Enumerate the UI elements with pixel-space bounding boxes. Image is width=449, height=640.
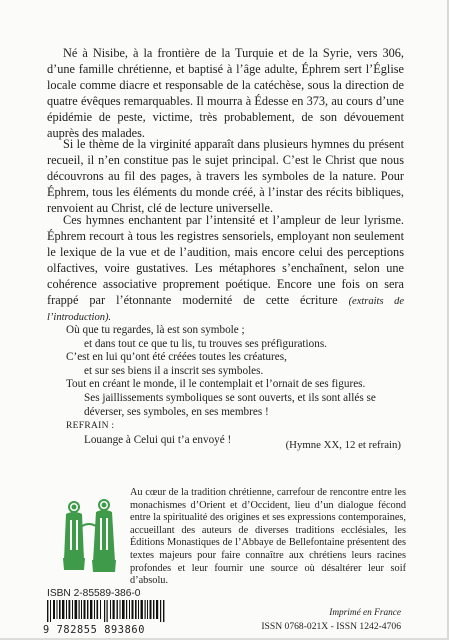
- monk-figures-logo: [60, 496, 120, 574]
- poem-line: Tout en créant le monde, il le contemplait et l’ornait de ses figures.: [66, 378, 366, 391]
- hymn-excerpt: [66, 324, 406, 447]
- collection-description: Au cœur de la tradition chrétienne, carrefour de rencontre entre les monachismes d’Orient et d’Occident, lieu d’un dialogue fécond entre la spiritualité des origines et ses expressions contemporaines, accueillant des auteurs de diverses traditions ecclésiales, les Éditions Monastiques de l’Abbaye de Bellefontaine présentent des textes majeurs pour faire connaître aux chrétiens leurs racines profondes et leur fournir une source où désaltérer leur soif d’absolu.: [130, 487, 406, 587]
- poem-line: déverser, ses symboles, en ses membres !: [84, 405, 269, 418]
- barcode-number: 9 782855 893860: [43, 624, 145, 636]
- poem-line: et dans tout ce que tu lis, tu trouves ses préfigurations.: [84, 337, 327, 350]
- bio-paragraph-1: Né à Nisibe, à la frontière de la Turquie et de la Syrie, vers 306, d’une famille chrétienne, et baptisé à l’âge adulte, Éphrem sert l’Église locale comme diacre et responsable de la catéchèse, sous la direction de quatre évêques remarquables. Il mourra à Édesse en 373, au cours d’une épidémie de peste, victime, très probablement, de son dévouement auprès des malades.: [47, 46, 404, 140]
- isbn: ISBN 2-85589-386-0: [47, 588, 141, 599]
- introduction-note: (extraits de l’introduction).: [47, 295, 405, 324]
- bio-paragraph-3: [47, 213, 404, 326]
- poem-line: Ses jaillissements symboliques se sont ouverts, et ils sont allés se: [84, 391, 376, 404]
- issn: ISSN 0768-021X - ISSN 1242-4706: [261, 621, 401, 632]
- poem-line: C’est en lui qu’ont été créées toutes les créatures,: [66, 351, 287, 364]
- poem-line: Où que tu regardes, là est son symbole ;: [66, 324, 245, 336]
- poem-line: et sur ses biens il a inscrit ses symboles.: [84, 364, 264, 377]
- hymn-reference: (Hymne XX, 12 et refrain): [285, 439, 401, 451]
- bio-paragraph-2: Si le thème de la virginité apparaît dans plusieurs hymnes du présent recueil, il n’en constitue pas le sujet principal. C’est le Christ que nous découvrons au fil des pages, à travers les symboles de la nature. Pour Éphrem, tous les éléments du monde créé, à l’instar des récits bibliques, renvoient au Christ, clé de lecture universelle.: [47, 137, 404, 215]
- barcode: [47, 600, 167, 622]
- printed-in: Imprimé en France: [329, 608, 401, 618]
- refrain-label: REFRAIN :: [66, 421, 115, 432]
- refrain-text: Louange à Celui qui t’a envoyé !: [84, 433, 232, 446]
- bio-paragraph-3-text: Ces hymnes enchantent par l’intensité et l’ampleur de leur lyrisme. Éphrem recourt à tous les registres sensoriels, employant non seulement le lexique de la vue et de l’audition, mais encore celui des perceptions olfactives, voire gustatives. Les métaphores s’enchaînent, selon une cohérence associative proprement poétique. Encore une fois on sera frappé par l’étonnante modernité de cette écriture: [47, 213, 404, 307]
